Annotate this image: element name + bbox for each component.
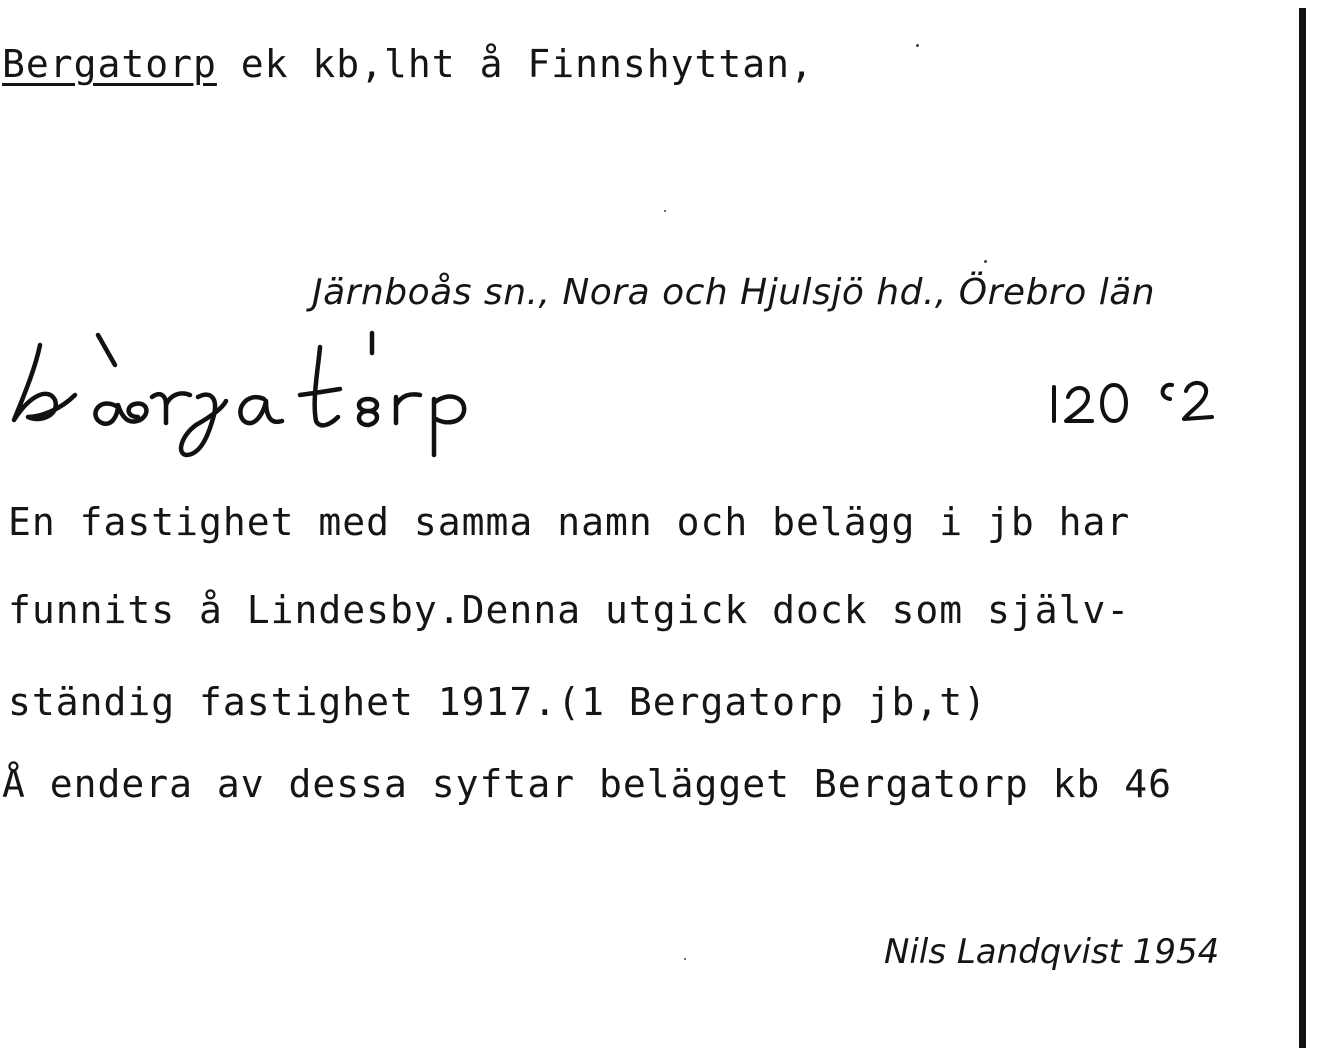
speck [664, 210, 666, 212]
body-line-1: En fastighet med samma namn och belägg i jb har [8, 500, 1131, 544]
speck [916, 44, 919, 47]
card-edge-line [1299, 8, 1306, 1048]
headline [2, 42, 814, 86]
body-line-2: funnits å Lindesby.Denna utgick dock som själv- [8, 588, 1131, 632]
speck [684, 958, 686, 960]
headword: Bergatorp [2, 42, 217, 86]
body-line-3: ständig fastighet 1917.(1 Bergatorp jb,t) [8, 680, 987, 724]
handwritten-pronunciation [0, 325, 1300, 475]
author-signature: Nils Landqvist 1954 [884, 932, 1220, 972]
archive-code [0, 0, 1, 1]
body-line-4: Å endera av dessa syftar belägget Bergatorp kb 46 [2, 762, 1173, 806]
speck [984, 260, 987, 263]
headline-description: ek kb,lht å Finnshyttan, [216, 42, 814, 86]
locality-stamp: Järnboås sn., Nora och Hjulsjö hd., Örebro län [312, 272, 1156, 313]
